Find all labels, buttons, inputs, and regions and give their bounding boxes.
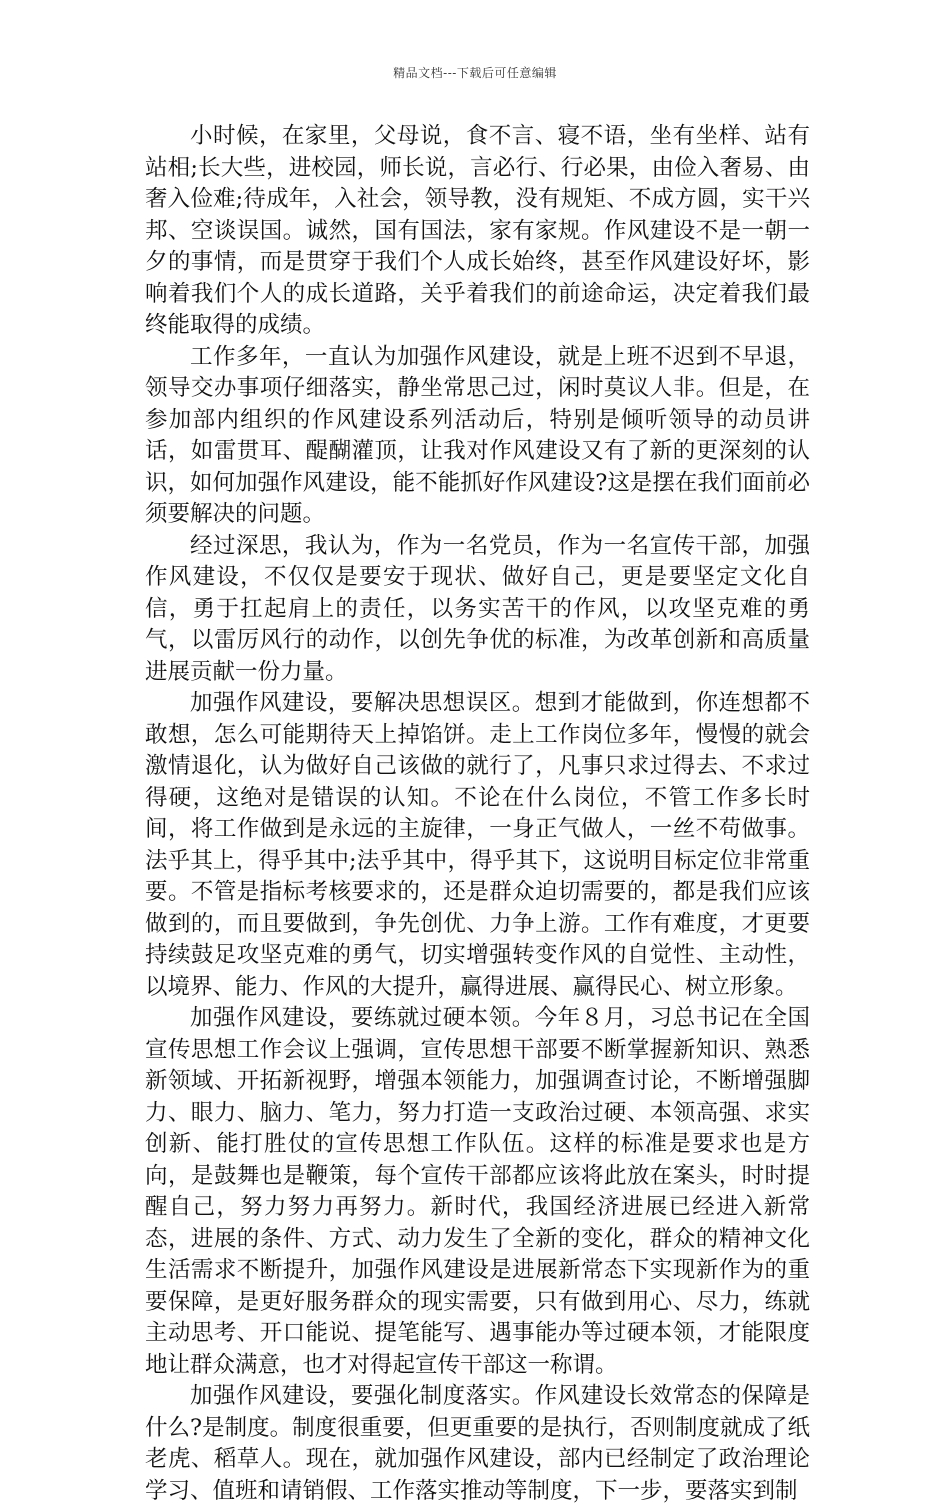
page-header: 精品文档---下载后可任意编辑 — [393, 66, 557, 80]
paragraph-6: 加强作风建设，要强化制度落实。作风建设长效常态的保障是什么?是制度。制度很重要，但更重要的是执行，否则制度就成了纸老虎、稻草人。现在，就加强作风建设，部内已经制定了政治理论学习、值班和请销假、工作落实推动等制度，下一步，要落实到制 — [145, 1383, 810, 1504]
paragraph-5: 加强作风建设，要练就过硬本领。今年８月，习总书记在全国宣传思想工作会议上强调，宣传思想干部要不断掌握新知识、熟悉新领域、开拓新视野，增强本领能力，加强调查讨论，不断增强脚力、眼力、脑力、笔力，努力打造一支政治过硬、本领高强、求实创新、能打胜仗的宣传思想工作队伍。这样的标准是要求也是方向，是鼓舞也是鞭策，每个宣传干部都应该将此放在案头，时时提醒自己，努力努力再努力。新时代，我国经济进展已经进入新常态，进展的条件、方式、动力发生了全新的变化，群众的精神文化生活需求不断提升，加强作风建设是进展新常态下实现新作为的重要保障，是更好服务群众的现实需要，只有做到用心、尽力，练就主动思考、开口能说、提笔能写、遇事能办等过硬本领，才能限度地让群众满意，也才对得起宣传干部这一称谓。 — [145, 1005, 810, 1378]
paragraph-2: 工作多年，一直认为加强作风建设，就是上班不迟到不早退，领导交办事项仔细落实，静坐常思己过，闲时莫议人非。但是，在参加部内组织的作风建设系列活动后，特别是倾听领导的动员讲话，如雷贯耳、醍醐灌顶，让我对作风建设又有了新的更深刻的认识，如何加强作风建设，能不能抓好作风建设?这是摆在我们面前必须要解决的问题。 — [145, 343, 810, 527]
paragraph-1: 小时候，在家里，父母说，食不言、寝不语，坐有坐样、站有站相;长大些，进校园，师长说，言必行、行必果，由俭入奢易、由奢入俭难;待成年，入社会，领导教，没有规矩、不成方圆，实干兴邦、空谈误国。诚然，国有国法，家有家规。作风建设不是一朝一夕的事情，而是贯穿于我们个人成长始终，甚至作风建设好坏，影响着我们个人的成长道路，关乎着我们的前途命运，决定着我们最终能取得的成绩。 — [145, 123, 810, 338]
document-body — [145, 121, 810, 1507]
paragraph-4: 加强作风建设，要解决思想误区。想到才能做到，你连想都不敢想，怎么可能期待天上掉馅饼。走上工作岗位多年，慢慢的就会激情退化，认为做好自己该做的就行了，凡事只求过得去、不求过得硬，这绝对是错误的认知。不论在什么岗位，不管工作多长时间，将工作做到是永远的主旋律，一身正气做人，一丝不苟做事。法乎其上，得乎其中;法乎其中，得乎其下，这说明目标定位非常重要。不管是指标考核要求的，还是群众迫切需要的，都是我们应该做到的，而且要做到，争先创优、力争上游。工作有难度，才更要持续鼓足攻坚克难的勇气，切实增强转变作风的自觉性、主动性，以境界、能力、作风的大提升，赢得进展、赢得民心、树立形象。 — [145, 690, 810, 1000]
paragraph-3: 经过深思，我认为，作为一名党员，作为一名宣传干部，加强作风建设，不仅仅是要安于现状、做好自己，更是要坚定文化自信，勇于扛起肩上的责任，以务实苦干的作风，以攻坚克难的勇气，以雷厉风行的动作，以创先争优的标准，为改革创新和高质量进展贡献一份力量。 — [145, 532, 810, 685]
